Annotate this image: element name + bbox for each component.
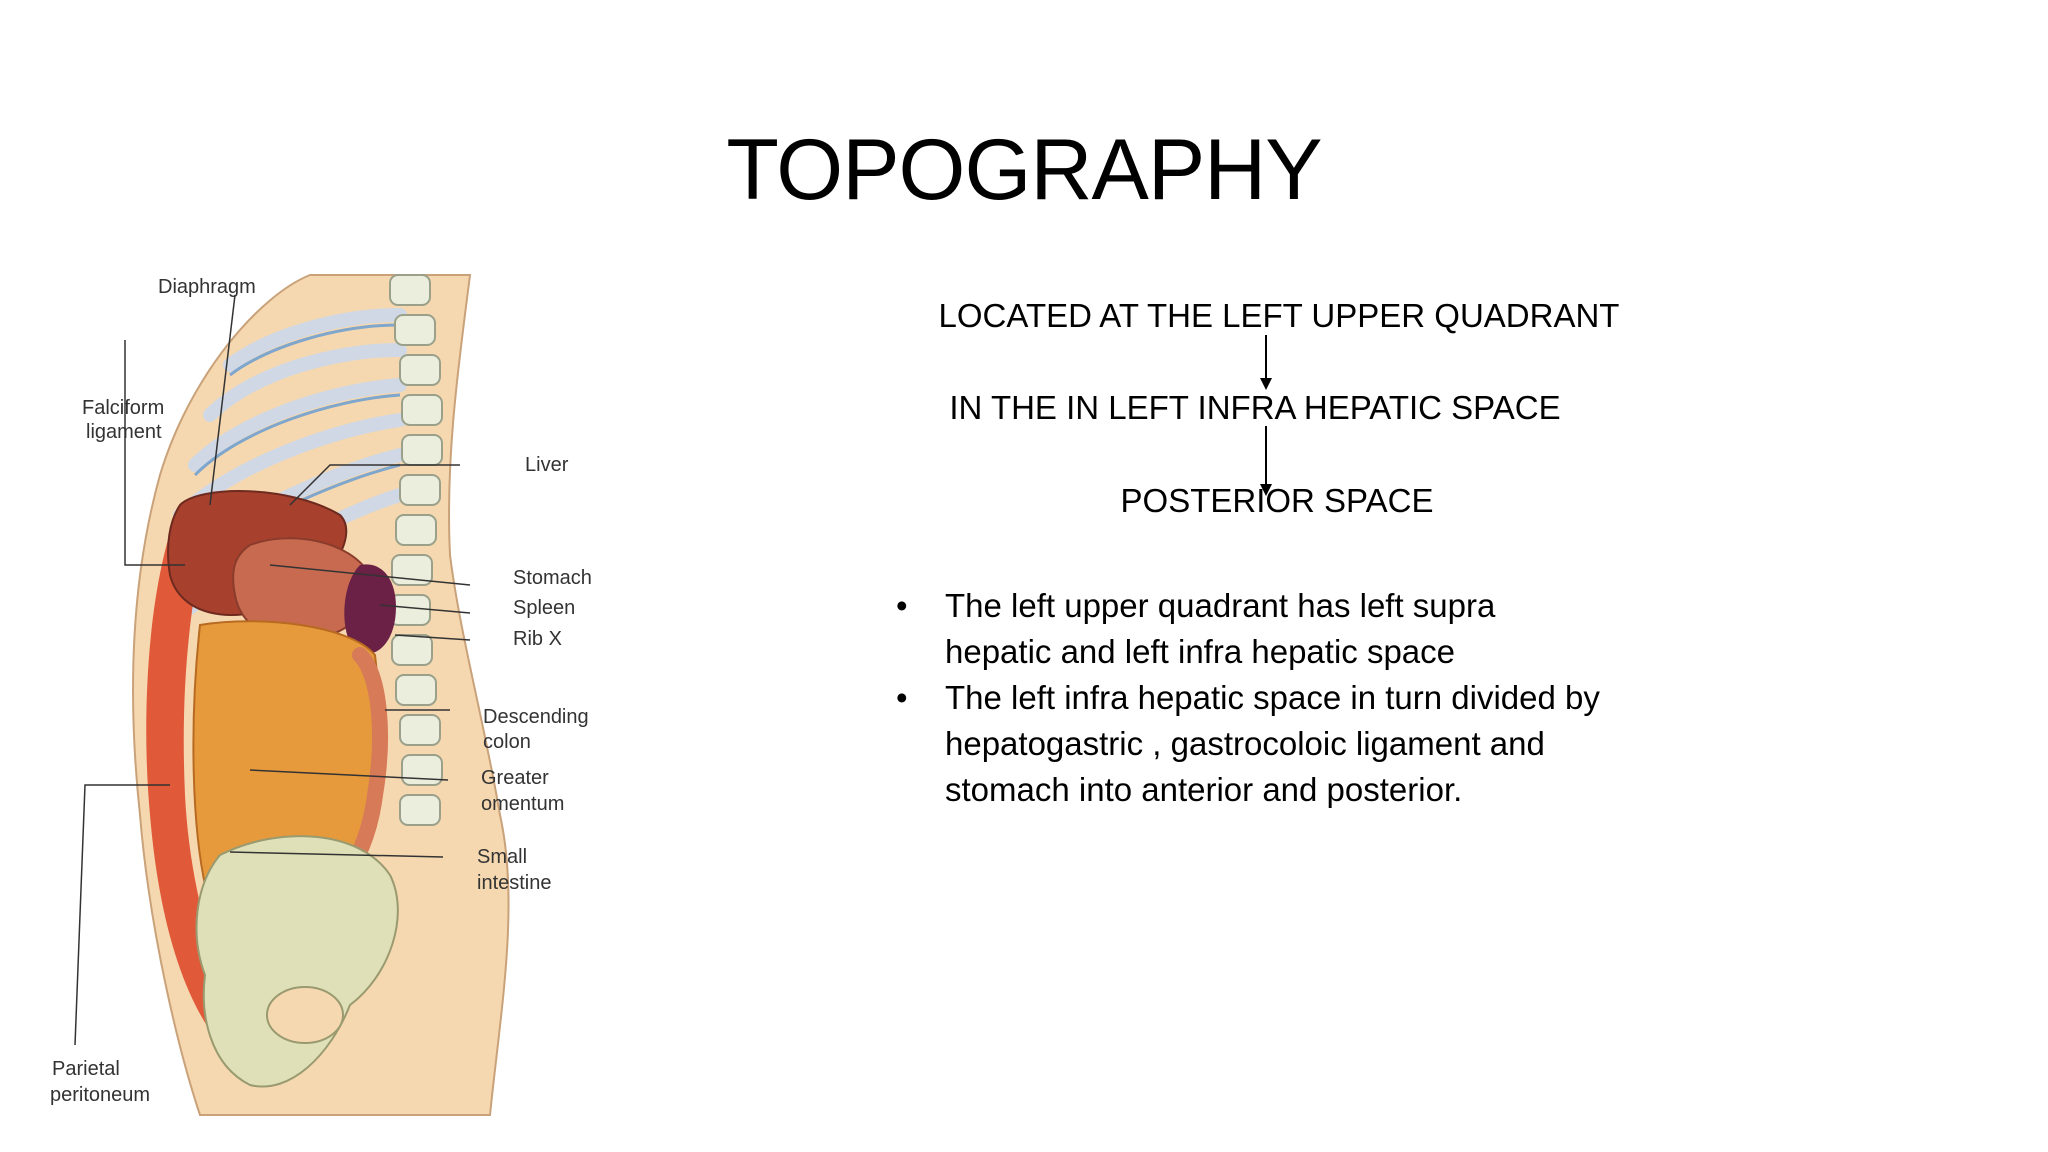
label-greater-1: Greater (481, 767, 549, 789)
label-greater-2: omentum (481, 793, 565, 815)
label-falciform-2: ligament (86, 421, 162, 443)
label-parietal-2: peritoneum (50, 1084, 151, 1106)
label-small-1: Small (477, 846, 528, 868)
label-liver: Liver (525, 454, 569, 476)
label-rib: Rib X (513, 628, 562, 650)
label-stomach: Stomach (513, 567, 592, 589)
label-spleen: Spleen (513, 597, 576, 619)
anatomy-illustration (30, 255, 680, 1135)
label-descending-2: colon (483, 731, 531, 753)
bullet-item: • The left infra hepatic space in turn divided by hepatogastric , gastrocoloic ligament and stomach into anterior and posterior. (890, 675, 1610, 813)
label-descending-1: Descending (483, 706, 589, 728)
label-diaphragm: Diaphragm (158, 276, 256, 298)
flow-arrow-1 (1265, 335, 1267, 388)
slide-title: TOPOGRAPHY (726, 122, 1322, 218)
label-parietal-1: Parietal (52, 1058, 120, 1080)
pelvis-foramen (267, 987, 343, 1043)
bullet-item: • The left upper quadrant has left supra hepatic and left infra hepatic space (890, 583, 1610, 675)
label-falciform-1: Falciform (82, 397, 165, 419)
label-small-2: intestine (477, 872, 552, 894)
bullet-list (890, 583, 1610, 813)
flow-step-3: POSTERIOR SPACE (1120, 482, 1434, 519)
flow-step-2: IN THE IN LEFT INFRA HEPATIC SPACE (949, 389, 1561, 426)
flow-step-1: LOCATED AT THE LEFT UPPER QUADRANT (938, 297, 1620, 334)
